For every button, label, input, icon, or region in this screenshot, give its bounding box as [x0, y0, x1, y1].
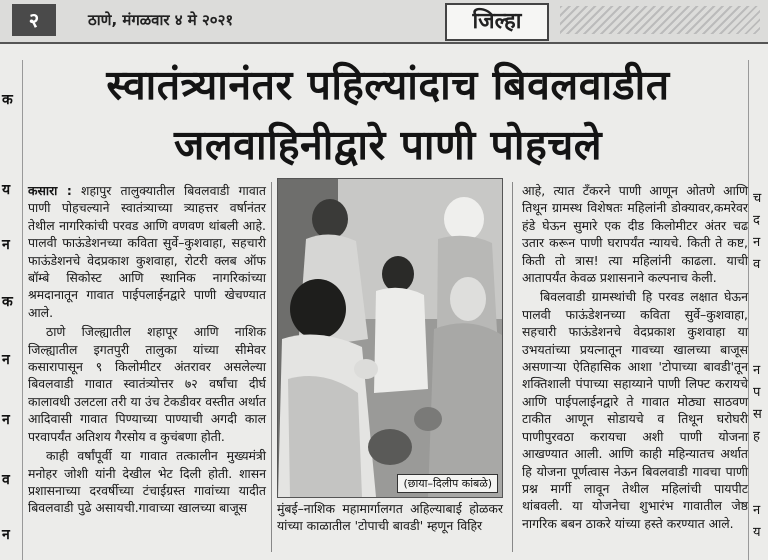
page-header: [0, 0, 768, 44]
left-fragment-glyph: न: [2, 412, 10, 428]
left-column-fragment: [0, 60, 23, 560]
right-fragment-glyph: न: [753, 235, 761, 250]
right-fragment-glyph: न: [753, 363, 761, 378]
right-fragment-glyph: य: [753, 525, 761, 540]
article-paragraph: काही वर्षांपूर्वी या गावात तत्कालीन मुख्यमंत्री मनोहर जोशी यांनी देखील भेट दिली होती. शासन प्रशासनाच्या दरवर्षीच्या टंचाईग्रस्त गावांच्या यादीत बिवलवाडी पुढे असायची.गावाच्या खालच्या बाजूस: [28, 448, 266, 516]
left-fragment-glyph: न: [2, 352, 10, 368]
headline-line-2: जलवाहिनीद्वारे पाणी पोहचले: [173, 121, 603, 169]
page-number: २: [12, 4, 56, 36]
article-paragraph: [28, 182, 266, 321]
photo-illustration: [278, 179, 502, 497]
right-column-fragment: [748, 60, 768, 560]
photo-caption: मुंबई–नाशिक महामार्गालगत अहिल्याबाई होळकर यांच्या काळातील 'टोपाची बावडी' म्हणून विहिर: [277, 501, 503, 534]
photo-credit: (छाया–दिलीप कांबळे): [397, 474, 498, 493]
header-hatch-decoration: [560, 6, 760, 34]
right-fragment-glyph: न: [753, 503, 761, 518]
column-divider: [271, 182, 272, 552]
right-fragment-glyph: ह: [753, 429, 760, 444]
left-fragment-glyph: य: [2, 182, 11, 198]
article-paragraph: बिवलवाडी ग्रामस्थांची हि परवड लक्षात घेऊन पालवी फाऊंडेशनच्या कविता सुर्वे–कुशवाहा, सहचारी फाऊंडेशनचे वेदप्रकाश कुशवाहा या उभयतांच्या प्रयत्नातून गावच्या खालच्या बाजूस असणाऱ्या ऐतिहासिक आशा 'टोपाच्या बावडी'तून शक्तिशाली पंपाच्या सहाय्याने पाणी लिफ्ट करायचे आणि पाईपलाईनद्वारे ते गावात मोठ्या साठवण टाकीत आणून सोडायचे व तिथून घरोघरी पाणीपुरवठा करायचा अशी पाणी योजना आखण्यात आली. आणि काही महिन्यातच अर्थात हि योजना पूर्णत्वास नेऊन बिवलवाडी गावचा पाणी प्रश्न मार्गी लावून तेथील महिलांची पायपीट थांबवली. या योजनेचा शुभारंभ गावातील जेष्ठ नागरिक बबन ठाकरे यांच्या हस्ते करण्यात आले.: [522, 289, 748, 531]
right-fragment-glyph: स: [753, 407, 762, 422]
headline-line-1: स्वातंत्र्यानंतर पहिल्यांदाच बिवलवाडीत: [106, 61, 670, 109]
column-divider: [512, 182, 513, 552]
left-fragment-glyph: न: [2, 527, 10, 543]
right-fragment-glyph: च: [753, 191, 762, 206]
left-fragment-glyph: क: [2, 92, 13, 108]
byline: कसारा :: [28, 183, 72, 198]
article-paragraph: ठाणे जिल्ह्यातील शहापूर आणि नाशिक जिल्ह्यातील इगतपुरी तालुका यांच्या सीमेवर कसारापासून ९ किलोमीटर अंतरावर असलेल्या बिवलवाडी गावात स्वातंत्र्योत्तर ७२ वर्षांचा दीर्घ कालावधी उलटला तरी या उंच टेकडीवर वस्तीत अर्थात आदिवासी गावात पिण्याच्या पाण्याची अगदी काल परवापर्यंत अतिशय गैरसोय व कुचंबणा होती.: [28, 324, 266, 444]
article-paragraph: आहे, त्यात टँकरने पाणी आणून ओतणे आणि तिथून ग्रामस्थ विशेषतः महिलांनी डोक्यावर,कमरेवर हंडे घेऊन सुमारे एक दीड किलोमीटर अंतर चढ उतार करून पाणी घरापर्यंत न्यायचे. किती ते कष्ट, किती तो त्रास! त्या महिलांनी काढला. याची आतापर्यंत केवळ प्रशासनाने कल्पनाच केली.: [522, 183, 748, 286]
dateline: ठाणे, मंगळवार ४ मे २०२१: [88, 11, 234, 29]
section-label: जिल्हा: [445, 3, 549, 41]
left-fragment-glyph: क: [2, 294, 13, 310]
right-fragment-glyph: व: [753, 257, 761, 272]
article-column-3: [522, 182, 748, 534]
news-photo-women-fetching-water: [277, 178, 503, 498]
article-column-1: [28, 182, 266, 519]
right-fragment-glyph: द: [753, 213, 760, 228]
article-paragraph-text: शहापुर तालुक्यातील बिवलवाडी गावात पाणी पोहचल्याने स्वातंत्र्याच्या त्र्याहत्तर वर्षानंतर तेथील नागरिकांची परवड आणि वणवण थांबली आहे. पालवी फाऊंडेशनच्या कविता सुर्वे–कुशवाहा, सहचारी फाऊंडेशनचे वेदप्रकाश कुशवाहा, रोटरी क्लब ऑफ बॉम्बे सिकोस्ट आणि स्थानिक नागरिकांच्या श्रमदानातून गावात पाईपलाईनद्वारे पाणी खेचण्यात आले.: [28, 183, 266, 320]
right-fragment-glyph: प: [753, 385, 761, 400]
left-fragment-glyph: व: [2, 472, 10, 488]
left-fragment-glyph: न: [2, 237, 10, 253]
